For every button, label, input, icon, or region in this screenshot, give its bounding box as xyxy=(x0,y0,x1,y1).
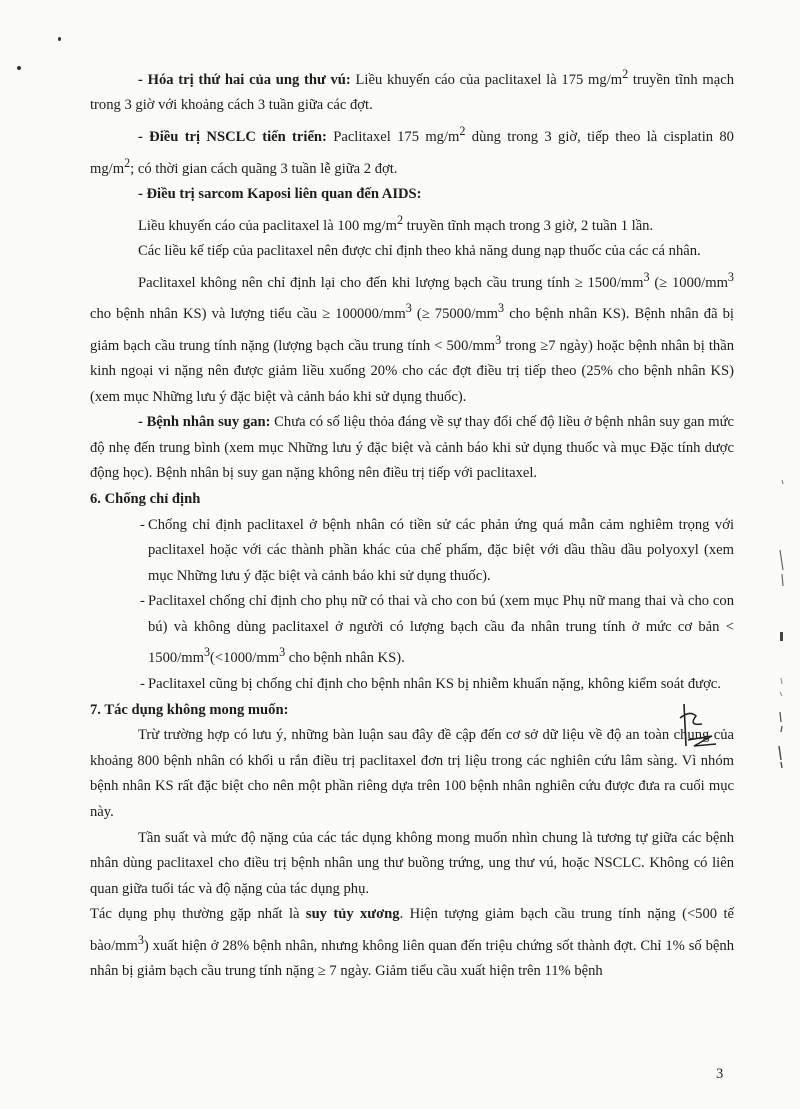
list-item: - Paclitaxel cũng bị chống chỉ định cho bệnh nhân KS bị nhiễm khuẩn nặng, không kiểm soát được. xyxy=(90,672,734,698)
adverse-effects-paragraph-2: Tần suất và mức độ nặng của các tác dụng không mong muốn nhìn chung là tương tự giữa các bệnh nhân dùng paclitaxel cho điều trị bệnh nhân ung thư buồng trứng, ung thư vú, hoặc NSCLC. Không có liên quan giữa tuổi tác và độ nặng của tác dụng phụ. xyxy=(90,829,734,897)
page-number: 3 xyxy=(716,1066,724,1082)
list-dash: - xyxy=(140,675,145,692)
list-item: - Paclitaxel chống chỉ định cho phụ nữ có thai và cho con bú (xem mục Phụ nữ mang thai và cho con bú) và không dùng paclitaxel ở người có lượng bạch cầu đa nhân trung tính ở mức cơ bản < $1500/mm^3(<1000/mm^3$ cho bệnh nhân KS). xyxy=(90,589,734,672)
list-dash: - xyxy=(140,516,145,533)
neutrophil-paragraph: Paclitaxel không nên chỉ định lại cho đến khi lượng bạch cầu trung tính ≥ $1500/mm^3$ (≥ $1000/mm^3$ cho bệnh nhân KS) và lượng tiểu cầu ≥ $100000/mm^3$ (≥ $75000/mm^3$ cho bệnh nhân KS). Bệnh nhân đã bị giảm bạch cầu trung tính nặng (lượng bạch cầu trung tính < $500/mm^3$ trong ≥7 ngày) hoặc bệnh nhân bị thần kinh ngoại vi nặng nên được giảm liều xuống 20% cho các đợt điều trị tiếp theo (25% cho bệnh nhân KS) (xem mục Những lưu ý đặc biệt và cảnh báo khi sử dụng thuốc). xyxy=(90,269,734,405)
dosage-breast-cancer: - Hóa trị thứ hai của ung thư vú: Liều khuyến cáo của paclitaxel là 175 $mg/m^2$ truyền tĩnh mạch trong 3 giờ với khoảng cách 3 tuần giữa các đợt. xyxy=(90,67,734,114)
scan-speck xyxy=(17,66,21,70)
adverse-effects-paragraph-3: Tác dụng phụ thường gặp nhất là suy tủy xương. Hiện tượng giảm bạch cầu trung tính nặng (<500 tế bào/$mm^3$) xuất hiện ở 28% bệnh nhân, nhưng không liên quan đến triệu chứng sốt thành đợt. Chỉ 1% số bệnh nhân bị giảm bạch cầu trung tính nặng ≥ 7 ngày. Giảm tiểu cầu xuất hiện trên 11% bệnh xyxy=(90,906,734,980)
dosage-nsclc: - Điều trị NSCLC tiến triển: Paclitaxel 175 $mg/m^2$ dùng trong 3 giờ, tiếp theo là cisplatin 80 $mg/m^2$; có thời gian cách quãng 3 tuần lễ giữa 2 đợt. xyxy=(90,124,734,177)
document-body xyxy=(90,62,734,985)
list-dash: - xyxy=(140,593,145,610)
dosage-kaposi-text: Liều khuyến cáo của paclitaxel là 100 $mg/m^2$ truyền tĩnh mạch trong 3 giờ, 2 tuần 1 lần. xyxy=(138,212,654,234)
adverse-effects-paragraph-1: Trừ trường hợp có lưu ý, những bàn luận sau đây đề cập đến cơ sở dữ liệu về độ an toàn chung của khoảng 800 bệnh nhân có khối u rắn điều trị paclitaxel đơn trị liệu trong các nghiên cứu lâm sàng. Vì nhóm bệnh nhân KS rất đặc biệt cho nên một phần riêng dựa trên 100 bệnh nhân nghiên cứu được đưa ra cuối mục này. xyxy=(90,727,734,820)
margin-scan-marks xyxy=(768,460,792,780)
dosage-kaposi-heading: - Điều trị sarcom Kaposi liên quan đến AIDS: xyxy=(138,185,422,202)
section-7-heading: 7. Tác dụng không mong muốn: xyxy=(90,701,289,718)
contraindications-list xyxy=(90,513,734,698)
hepatic-impairment-paragraph: - Bệnh nhân suy gan: Chưa có số liệu thỏa đáng về sự thay đổi chế độ liều ở bệnh nhân suy gan mức độ nhẹ đến trung bình (xem mục Những lưu ý đặc biệt và cảnh báo khi sử dụng thuốc và mục Đặc tính dược động học). Bệnh nhân bị suy gan nặng không nên điều trị tiếp với paclitaxel. xyxy=(90,414,734,482)
list-item: - Chống chỉ định paclitaxel ở bệnh nhân có tiền sử các phản ứng quá mẫn cảm nghiêm trọng với paclitaxel hoặc với các thành phần khác của chế phẩm, đặc biệt với dầu thầu dầu polyoxyl (xem mục Những lưu ý đặc biệt và cảnh báo khi sử dụng thuốc). xyxy=(90,513,734,590)
scan-speck xyxy=(58,37,61,41)
handwritten-initials xyxy=(672,700,720,752)
subsequent-doses-paragraph: Các liều kế tiếp của paclitaxel nên được chỉ định theo khả năng dung nạp thuốc của các cá nhân. xyxy=(138,243,701,259)
section-6-heading: 6. Chống chỉ định xyxy=(90,490,201,507)
